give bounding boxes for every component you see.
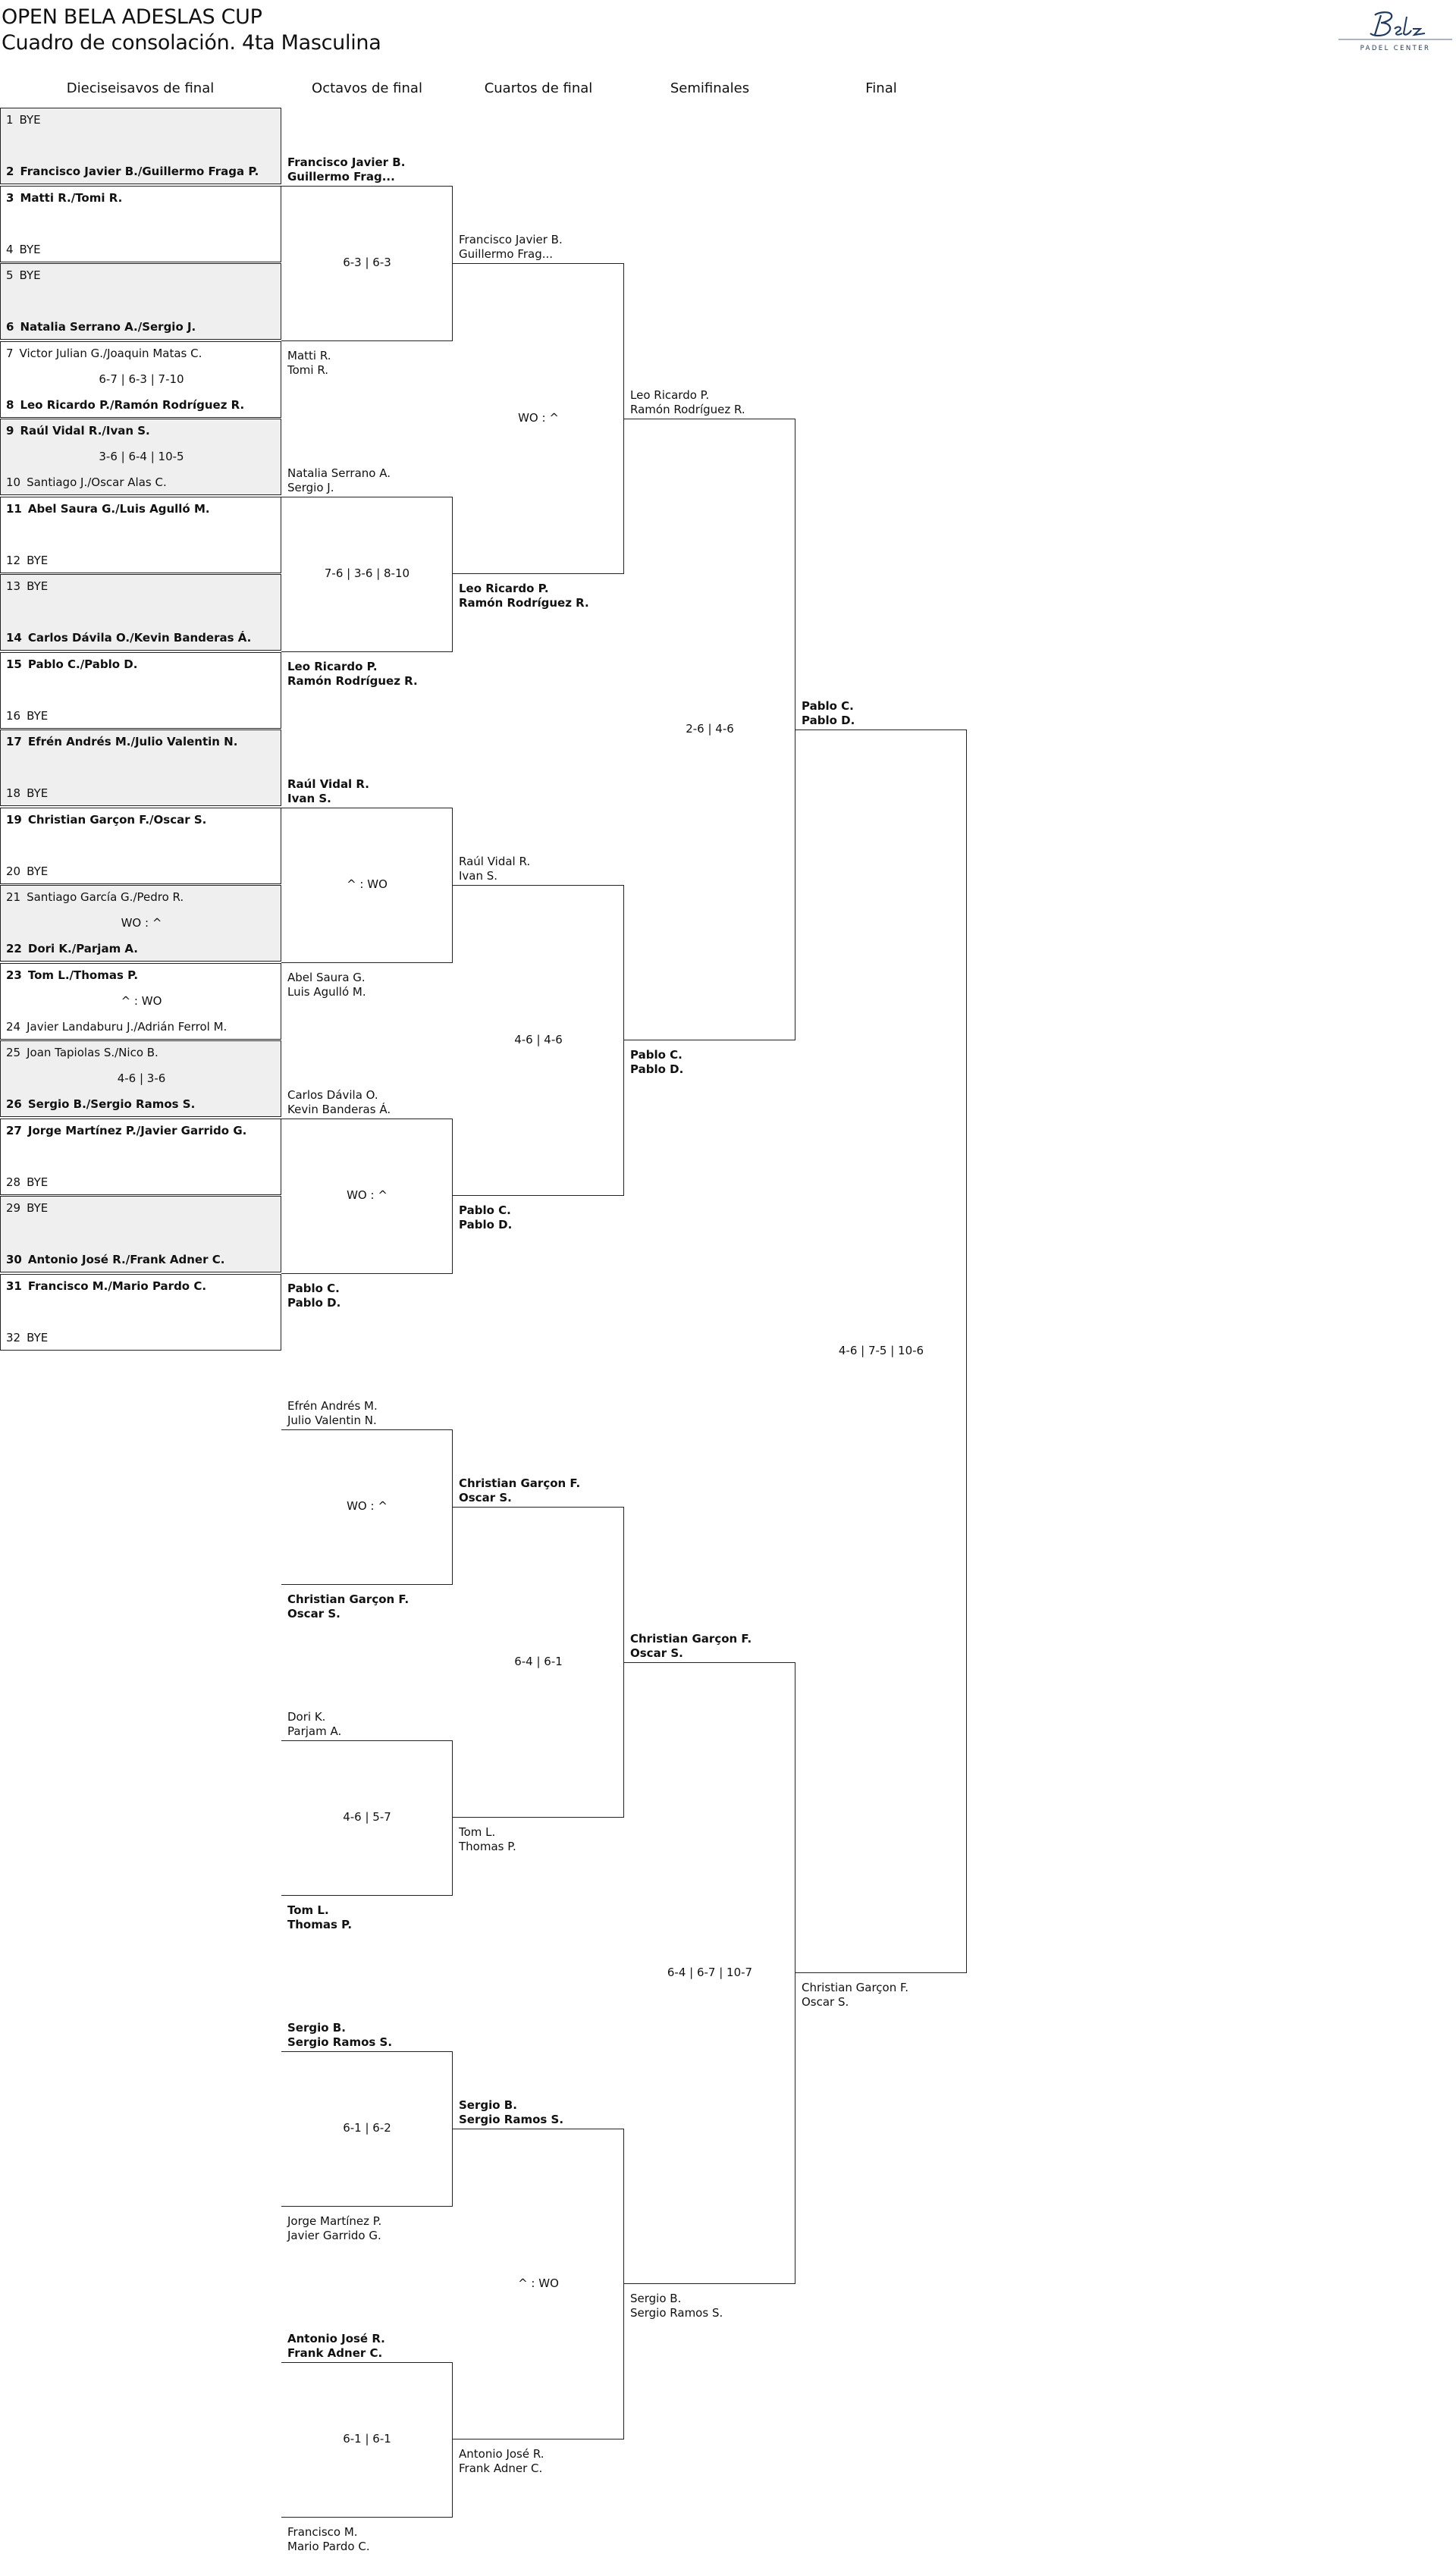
team-name: BYE — [19, 113, 41, 127]
team-entry[interactable] — [459, 582, 589, 610]
player-name: Tom L. — [287, 1903, 329, 1917]
team-name: Raúl Vidal R./Ivan S. — [20, 424, 150, 438]
match-slot — [0, 186, 281, 262]
team-name: Francisco Javier B./Guillermo Fraga P. — [20, 165, 259, 178]
player-name: Thomas P. — [287, 1917, 353, 1931]
team-name: BYE — [27, 864, 49, 878]
player-name: Ivan S. — [459, 869, 498, 883]
player-name: Tomi R. — [287, 362, 328, 377]
team-entry[interactable] — [6, 657, 137, 671]
player-name: Julio Valentin N. — [287, 1413, 377, 1427]
player-name: Kevin Banderas Á. — [287, 1102, 391, 1116]
player-name: Pablo D. — [287, 1295, 341, 1310]
player-name: Efrén Andrés M. — [287, 1398, 378, 1413]
team-name: BYE — [27, 1175, 49, 1189]
player-name: Sergio Ramos S. — [459, 2113, 564, 2126]
player-name: Mario Pardo C. — [287, 2539, 370, 2553]
player-name: Guillermo Frag... — [287, 169, 395, 184]
team-entry[interactable] — [802, 699, 855, 728]
player-name: Francisco Javier B. — [287, 155, 406, 169]
player-name: Sergio Ramos S. — [287, 2035, 393, 2049]
team-name: Santiago García G./Pedro R. — [27, 890, 184, 904]
seed-number: 32 — [6, 1330, 21, 1344]
player-name: Sergio J. — [287, 480, 334, 494]
team-entry[interactable] — [6, 502, 210, 516]
match-slot — [0, 419, 281, 495]
seed-number: 11 — [6, 501, 22, 516]
team-entry[interactable] — [287, 660, 418, 689]
seed-number: 12 — [6, 553, 21, 567]
player-name: Pablo D. — [459, 1218, 513, 1232]
team-name: Natalia Serrano A./Sergio J. — [20, 320, 196, 334]
team-entry[interactable] — [630, 1632, 752, 1661]
match-score: WO : ^ — [121, 916, 162, 930]
team-entry[interactable] — [6, 554, 48, 567]
seed-number: 18 — [6, 786, 21, 800]
seed-number: 28 — [6, 1175, 21, 1189]
player-name: Francisco M. — [287, 2524, 358, 2539]
seed-number: 9 — [6, 424, 14, 438]
team-entry[interactable] — [287, 349, 331, 378]
match-score: WO : ^ — [518, 411, 559, 425]
team-entry[interactable] — [287, 1088, 391, 1117]
match-slot — [0, 263, 281, 340]
team-entry[interactable] — [287, 466, 391, 495]
team-entry[interactable] — [6, 1046, 158, 1059]
seed-number: 29 — [6, 1201, 21, 1215]
player-name: Antonio José R. — [459, 2447, 544, 2461]
team-entry[interactable] — [6, 1020, 227, 1034]
match-score: 4-6 | 4-6 — [514, 1033, 563, 1046]
player-name: Dori K. — [287, 1709, 326, 1724]
team-name: Sergio B./Sergio Ramos S. — [27, 1097, 196, 1111]
team-entry[interactable] — [6, 268, 41, 282]
player-name: Christian Garçon F. — [630, 1632, 752, 1646]
player-name: Sergio B. — [287, 2020, 346, 2035]
team-name: Pablo C./Pablo D. — [27, 657, 138, 671]
match-score: 3-6 | 6-4 | 10-5 — [99, 450, 184, 463]
match-score: WO : ^ — [347, 1499, 388, 1513]
player-name: Christian Garçon F. — [287, 1592, 410, 1606]
team-entry[interactable] — [6, 786, 48, 800]
team-entry[interactable] — [287, 971, 366, 999]
team-entry[interactable] — [287, 155, 405, 184]
team-entry[interactable] — [6, 968, 138, 982]
team-entry[interactable] — [6, 347, 202, 360]
team-name: BYE — [27, 579, 49, 593]
seed-number: 6 — [6, 320, 14, 334]
player-name: Natalia Serrano A. — [287, 466, 391, 480]
seed-number: 31 — [6, 1279, 22, 1293]
player-name: Pablo C. — [287, 1281, 340, 1295]
seed-number: 8 — [6, 397, 14, 412]
match-slot — [0, 497, 281, 573]
player-name: Ramón Rodríguez R. — [459, 596, 589, 610]
team-name: Francisco M./Mario Pardo C. — [27, 1279, 207, 1293]
logo-subtext: PADEL CENTER — [1360, 45, 1431, 52]
team-entry[interactable] — [6, 1331, 48, 1344]
team-entry[interactable] — [459, 233, 563, 262]
team-name: Antonio José R./Frank Adner C. — [27, 1253, 225, 1266]
team-entry[interactable] — [287, 2021, 392, 2050]
seed-number: 1 — [6, 113, 14, 127]
team-entry[interactable] — [6, 579, 48, 593]
match-score: WO : ^ — [347, 1188, 388, 1202]
team-entry[interactable] — [287, 2332, 385, 2361]
team-name: BYE — [27, 786, 49, 800]
team-entry[interactable] — [459, 1825, 516, 1854]
player-name: Carlos Dávila O. — [287, 1087, 378, 1102]
team-name: Dori K./Parjam A. — [27, 942, 139, 955]
player-name: Francisco Javier B. — [459, 233, 563, 246]
team-entry[interactable] — [6, 475, 167, 489]
team-entry[interactable] — [6, 424, 150, 438]
team-entry[interactable] — [6, 1253, 224, 1266]
team-entry[interactable] — [6, 709, 48, 723]
match-score: 4-6 | 3-6 — [117, 1071, 166, 1085]
team-entry[interactable] — [630, 1048, 683, 1077]
team-entry[interactable] — [459, 2447, 544, 2476]
match-slot — [0, 1274, 281, 1351]
team-entry[interactable] — [6, 398, 244, 412]
team-name: Leo Ricardo P./Ramón Rodríguez R. — [20, 397, 245, 412]
player-name: Ramón Rodríguez R. — [630, 403, 745, 416]
team-entry[interactable] — [6, 1279, 206, 1293]
player-name: Sergio B. — [459, 2098, 517, 2112]
team-name: Santiago J./Oscar Alas C. — [27, 475, 167, 489]
team-entry[interactable] — [6, 1201, 48, 1215]
team-entry[interactable] — [287, 2525, 370, 2554]
seed-number: 15 — [6, 657, 22, 671]
seed-number: 26 — [6, 1097, 22, 1111]
player-name: Luis Agulló M. — [287, 984, 366, 999]
team-entry[interactable] — [6, 113, 41, 127]
match-score: 6-4 | 6-1 — [514, 1655, 563, 1668]
team-entry[interactable] — [6, 890, 184, 904]
team-entry[interactable] — [287, 1282, 340, 1310]
round-header: Semifinales — [670, 80, 750, 96]
team-entry[interactable] — [630, 388, 745, 417]
seed-number: 7 — [6, 346, 14, 360]
seed-number: 14 — [6, 631, 22, 645]
player-name: Matti R. — [287, 348, 331, 362]
match-score: 4-6 | 5-7 — [343, 1810, 391, 1824]
player-name: Abel Saura G. — [287, 970, 366, 984]
seed-number: 19 — [6, 812, 22, 827]
team-entry[interactable] — [459, 1476, 580, 1505]
seed-number: 16 — [6, 708, 21, 723]
player-name: Raúl Vidal R. — [287, 777, 369, 791]
page-title: OPEN BELA ADESLAS CUP — [2, 5, 262, 29]
player-name: Pablo C. — [802, 699, 854, 713]
seed-number: 27 — [6, 1123, 22, 1137]
team-name: Jorge Martínez P./Javier Garrido G. — [27, 1123, 247, 1137]
match-score: 6-3 | 6-3 — [343, 256, 391, 269]
seed-number: 10 — [6, 475, 21, 489]
team-entry[interactable] — [6, 191, 122, 205]
player-name: Frank Adner C. — [287, 2345, 383, 2360]
seed-number: 20 — [6, 864, 21, 878]
team-name: Matti R./Tomi R. — [20, 190, 123, 205]
team-entry[interactable] — [459, 855, 530, 883]
player-name: Javier Garrido G. — [287, 2228, 381, 2242]
team-entry[interactable] — [6, 243, 41, 256]
team-name: BYE — [27, 1201, 49, 1215]
team-entry[interactable] — [459, 2098, 563, 2127]
team-entry[interactable] — [287, 1710, 341, 1739]
player-name: Christian Garçon F. — [802, 1981, 908, 1994]
team-entry[interactable] — [6, 631, 251, 645]
player-name: Oscar S. — [802, 1995, 849, 2009]
round-header: Dieciseisavos de final — [66, 80, 215, 96]
team-entry[interactable] — [6, 1124, 246, 1137]
seed-number: 30 — [6, 1253, 22, 1266]
seed-number: 3 — [6, 190, 14, 205]
player-name: Oscar S. — [287, 1606, 340, 1621]
player-name: Pablo D. — [802, 714, 855, 727]
match-score: ^ : WO — [347, 877, 388, 891]
match-score: ^ : WO — [518, 2276, 559, 2290]
team-entry[interactable] — [6, 864, 48, 878]
page-subtitle: Cuadro de consolación. 4ta Masculina — [2, 31, 381, 55]
bela-logo — [1331, 6, 1456, 55]
match-slot — [0, 885, 281, 962]
seed-number: 4 — [6, 242, 14, 256]
team-name: BYE — [27, 553, 49, 567]
team-name: BYE — [27, 708, 49, 723]
match-score: 6-1 | 6-1 — [343, 2432, 391, 2446]
team-name: BYE — [19, 242, 41, 256]
seed-number: 21 — [6, 890, 21, 904]
team-entry[interactable] — [287, 1592, 409, 1621]
player-name: Pablo D. — [630, 1062, 684, 1076]
match-slot — [0, 652, 281, 729]
seed-number: 25 — [6, 1046, 21, 1059]
team-entry[interactable] — [6, 942, 138, 955]
team-entry[interactable] — [6, 165, 259, 178]
player-name: Tom L. — [459, 1825, 496, 1839]
player-name: Raúl Vidal R. — [459, 855, 531, 868]
team-entry[interactable] — [802, 1981, 908, 2010]
seed-number: 2 — [6, 165, 14, 178]
team-name: BYE — [19, 268, 41, 282]
player-name: Oscar S. — [459, 1491, 512, 1504]
player-name: Leo Ricardo P. — [459, 582, 549, 595]
team-entry[interactable] — [6, 813, 206, 827]
round-header: Octavos de final — [312, 80, 422, 96]
match-slot — [0, 574, 281, 651]
match-slot — [0, 1119, 281, 1195]
match-slot — [0, 1040, 281, 1117]
team-entry[interactable] — [6, 735, 237, 748]
seed-number: 22 — [6, 942, 22, 955]
player-name: Ivan S. — [287, 791, 331, 805]
round-header: Cuartos de final — [484, 80, 593, 96]
match-slot — [0, 108, 281, 184]
team-entry[interactable] — [287, 777, 369, 806]
team-name: Christian Garçon F./Oscar S. — [27, 812, 207, 827]
team-name: Tom L./Thomas P. — [27, 968, 139, 982]
team-entry[interactable] — [6, 1175, 48, 1189]
team-entry[interactable] — [6, 320, 196, 334]
team-name: BYE — [27, 1330, 49, 1344]
match-score: 7-6 | 3-6 | 8-10 — [324, 566, 410, 580]
player-name: Antonio José R. — [287, 2331, 385, 2345]
player-name: Jorge Martínez P. — [287, 2214, 382, 2228]
player-name: Pablo C. — [459, 1203, 511, 1217]
match-score: 6-1 | 6-2 — [343, 2121, 391, 2135]
match-slot — [0, 808, 281, 884]
seed-number: 23 — [6, 968, 22, 982]
team-entry[interactable] — [287, 2214, 381, 2243]
match-score: 4-6 | 7-5 | 10-6 — [838, 1344, 924, 1357]
round-header: Final — [865, 80, 897, 96]
player-name: Sergio Ramos S. — [630, 2306, 723, 2320]
player-name: Frank Adner C. — [459, 2461, 543, 2475]
player-name: Christian Garçon F. — [459, 1476, 581, 1490]
match-slot — [0, 963, 281, 1040]
match-slot — [0, 1196, 281, 1272]
match-score: 2-6 | 4-6 — [686, 722, 734, 736]
player-name: Guillermo Frag... — [459, 247, 554, 261]
team-entry[interactable] — [287, 1399, 378, 1428]
team-entry[interactable] — [630, 2292, 723, 2320]
team-entry[interactable] — [459, 1203, 512, 1232]
player-name: Leo Ricardo P. — [630, 388, 710, 402]
player-name: Leo Ricardo P. — [287, 659, 378, 673]
match-slot — [0, 341, 281, 418]
match-score: ^ : WO — [121, 993, 162, 1008]
team-name: Javier Landaburu J./Adrián Ferrol M. — [27, 1019, 228, 1034]
team-name: Abel Saura G./Luis Agulló M. — [27, 501, 210, 516]
player-name: Ramón Rodríguez R. — [287, 673, 418, 688]
player-name: Thomas P. — [459, 1840, 516, 1853]
player-name: Sergio B. — [630, 2292, 682, 2305]
seed-number: 24 — [6, 1019, 21, 1034]
match-score: 6-4 | 6-7 | 10-7 — [667, 1966, 753, 1979]
team-entry[interactable] — [6, 1097, 195, 1111]
team-name: Joan Tapiolas S./Nico B. — [27, 1046, 158, 1059]
team-name: Victor Julian G./Joaquin Matas C. — [19, 346, 202, 360]
match-slot — [0, 729, 281, 806]
team-name: Efrén Andrés M./Julio Valentin N. — [27, 735, 238, 748]
team-name: Carlos Dávila O./Kevin Banderas Á. — [27, 631, 252, 645]
match-score: 6-7 | 6-3 | 7-10 — [99, 372, 184, 386]
team-entry[interactable] — [287, 1903, 352, 1932]
seed-number: 5 — [6, 268, 14, 282]
player-name: Parjam A. — [287, 1724, 342, 1738]
seed-number: 13 — [6, 579, 21, 593]
seed-number: 17 — [6, 735, 22, 748]
player-name: Oscar S. — [630, 1646, 683, 1660]
player-name: Pablo C. — [630, 1048, 682, 1062]
